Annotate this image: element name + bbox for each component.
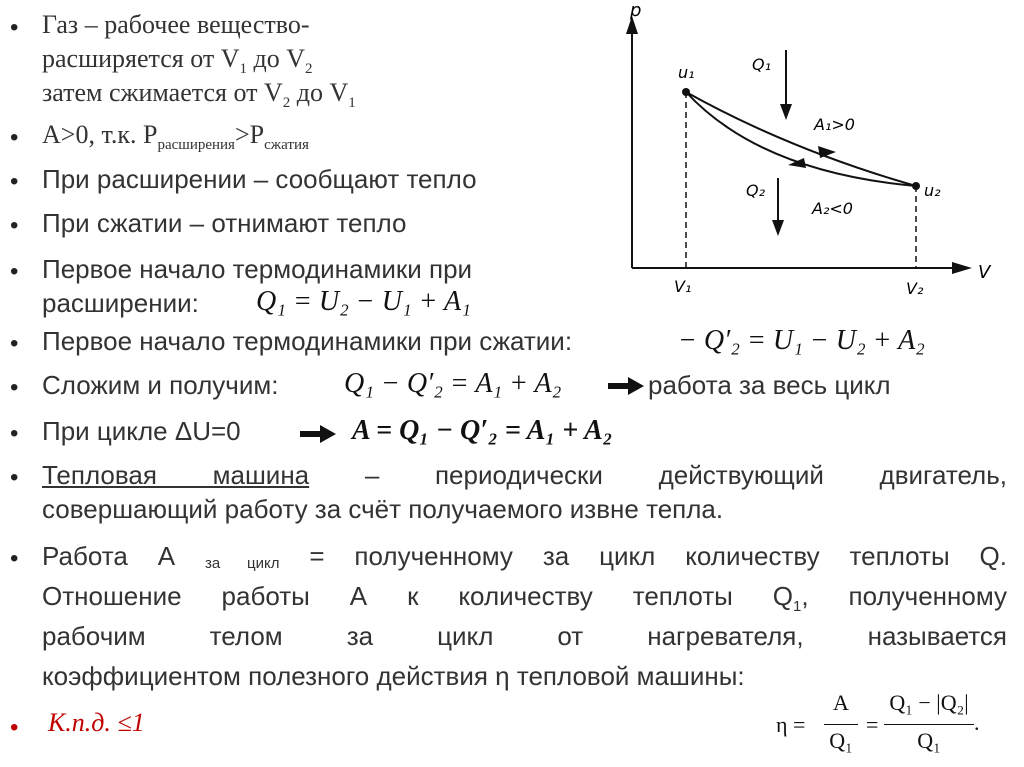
text-work-full-cycle: работа за весь цикл: [648, 370, 891, 400]
text-heat-engine-definition: Тепловая машина – периодически действующий двигатель,: [42, 460, 1007, 490]
text-work-positive: А>0, т.к. $Р_{расширения}>Р_{сжатия}$: [42, 120, 309, 153]
arrow-right-icon: [606, 376, 646, 396]
fraction-numerator: Q₁ − |Q₂|: [889, 690, 969, 715]
bullet: •: [10, 14, 19, 41]
period: .: [974, 710, 980, 735]
text-efficiency-coefficient: коэффициентом полезного действия η тепловой машины:: [42, 661, 745, 691]
bullet: •: [10, 374, 19, 401]
text-working-body: рабочим телом за цикл от нагревателя, называется: [42, 621, 1007, 651]
formula-cycle-work: A = Q₁ − Q′₂ = A₁ + A₂: [352, 415, 613, 446]
bullet: •: [10, 330, 19, 357]
v-axis-arrow: [952, 262, 972, 274]
point-u2: [912, 182, 920, 190]
formula-sum: Q₁ − Q′₂ = A₁ + A₂: [344, 368, 562, 399]
bullet: •: [10, 258, 19, 285]
label-q1: Q₁: [752, 55, 772, 74]
formula-first-law-compression: − Q′₂ = U₁ − U₂ + A₂: [678, 325, 925, 356]
bullet: •: [10, 124, 19, 151]
label-v2: V₂: [906, 279, 924, 298]
text-gas-working-substance: Газ – рабочее вещество-: [42, 10, 310, 39]
label-v1: V₁: [674, 277, 692, 296]
label-q2: Q₂: [746, 181, 766, 200]
compression-curve: [686, 92, 916, 186]
text-first-law-expansion: Первое начало термодинамики при: [42, 254, 473, 284]
formula-first-law-expansion: Q₁ = U₂ − U₁ + A₁: [256, 286, 471, 317]
text-efficiency-limit: К.п.д. ≤1: [48, 708, 145, 737]
bullet: •: [10, 420, 19, 447]
bullet: •: [10, 545, 19, 572]
text-cycle-delta-u: При цикле ΔU=0: [42, 416, 241, 446]
text-expansion-heat: При расширении – сообщают тепло: [42, 164, 477, 194]
arrow-right-icon: [298, 424, 338, 444]
bullet: •: [10, 714, 19, 741]
bullet: •: [10, 168, 19, 195]
label-u1: u₁: [678, 63, 695, 82]
text-add-up: Сложим и получим:: [42, 370, 279, 400]
label-u2: u₂: [924, 181, 941, 200]
text-expansion-label: расширении:: [42, 288, 199, 318]
pv-diagram: [600, 0, 1000, 312]
bullet: •: [10, 464, 19, 491]
point-u1: [682, 88, 690, 96]
equals-sign: =: [866, 712, 879, 737]
fraction-denominator: Q₁: [917, 728, 941, 753]
text-compresses: затем сжимается от $V_2$ до $V_1$: [42, 78, 356, 111]
axis-label-v: V: [978, 262, 991, 283]
axis-label-p: p: [630, 0, 642, 21]
text-first-law-compression: Первое начало термодинамики при сжатии:: [42, 326, 573, 356]
text-work-per-cycle: Работа А за цикл = полученному за цикл количеству теплоты Q.: [42, 541, 1007, 572]
expansion-curve: [686, 92, 916, 186]
text-heat-engine-definition-cont: совершающий работу за счёт получаемого извне тепла.: [42, 494, 724, 524]
bullet: •: [10, 212, 19, 239]
eta-symbol: η =: [776, 712, 806, 737]
text-ratio: Отношение работы А к количеству теплоты $Q_1$, полученному: [42, 581, 1007, 615]
label-a1: A₁>0: [814, 115, 855, 134]
fraction-denominator: Q₁: [829, 728, 853, 753]
fraction-numerator: A: [833, 690, 849, 715]
text-expands: расширяется от $V_1$ до $V_2$: [42, 44, 313, 77]
label-a2: A₂<0: [812, 199, 853, 218]
text-compression-heat: При сжатии – отнимают тепло: [42, 208, 407, 238]
